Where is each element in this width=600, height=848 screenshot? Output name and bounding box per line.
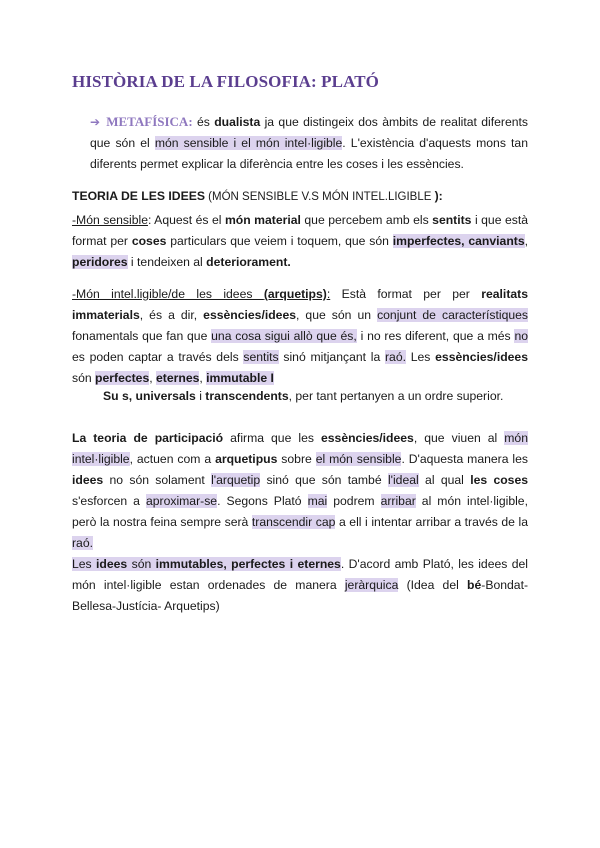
text: podrem: [327, 494, 381, 508]
highlighted-bold-text: imperfectes, canviants: [392, 234, 525, 248]
text: ,: [524, 234, 528, 248]
text: afirma que les: [223, 431, 321, 445]
text: s'esforcen a: [72, 494, 146, 508]
heading-close: ):: [434, 189, 443, 203]
teoria-participacio-paragraph: [72, 428, 528, 554]
highlighted-text: mai: [307, 494, 328, 508]
mon-inteligible-label: -Món intel.ligible/de les idees: [72, 287, 264, 301]
highlighted-text: una cosa sigui allò que és,: [211, 329, 357, 343]
mon-inteligible-continuation: [103, 386, 528, 407]
highlighted-text: transcendir cap: [251, 515, 336, 529]
arquetips-label: (arquetips): [263, 287, 327, 301]
text: es poden captar a través dels: [72, 350, 244, 364]
text: . L'existència d'aquests mons tan diferents permet explicar la diferència entre les coses i les essències.: [90, 136, 528, 171]
text: Està format per per: [330, 287, 482, 301]
bold-text: sentits: [432, 213, 472, 227]
highlighted-text: món intel·ligible: [72, 431, 528, 466]
bold-text: les coses: [470, 473, 529, 487]
text: que percebem amb els: [300, 213, 433, 227]
bold-text: món material: [224, 213, 301, 227]
bold-text: transcendents: [205, 389, 289, 403]
text: no són solament: [103, 473, 212, 487]
text: i tendeixen al: [127, 255, 207, 269]
bold-text: essències/idees: [321, 431, 414, 445]
bold-text: essències/idees: [435, 350, 528, 364]
text: ,: [199, 371, 207, 385]
text: : Aquest és el: [147, 213, 225, 227]
text: , és a dir,: [139, 308, 204, 322]
highlighted-bold-text: immutables, perfectes i eternes: [155, 557, 341, 571]
text: , per tant pertanyen a un ordre superior.: [288, 389, 504, 403]
text: és: [192, 115, 215, 129]
highlighted-text: raó.: [385, 350, 407, 364]
bold-text: Su s, universals: [103, 389, 196, 403]
bold-text: arquetipus: [215, 452, 278, 466]
text: sinó mitjançant la: [278, 350, 385, 364]
highlighted-text: raó.: [72, 536, 94, 550]
text: particulars que veiem i toquem, que són: [166, 234, 393, 248]
text: , que són un: [296, 308, 378, 322]
text: . Segons Plató: [217, 494, 308, 508]
highlighted-text: sentits: [243, 350, 279, 364]
highlighted-text: són: [127, 557, 156, 571]
mon-sensible-label: -Món sensible: [72, 213, 148, 227]
section-heading: [72, 189, 443, 203]
bold-text: deteriorament.: [206, 255, 291, 269]
highlighted-text: no: [514, 329, 528, 343]
text: són: [72, 371, 96, 385]
text: sinó que són també: [260, 473, 388, 487]
subheading-text: (MÓN SENSIBLE V.S MÓN INTEL.LIGIBLE: [204, 191, 435, 203]
bold-text: coses: [131, 234, 167, 248]
highlighted-bold-text: peridores: [72, 255, 128, 269]
text: i: [195, 389, 206, 403]
highlighted-text: l'arquetip: [211, 473, 261, 487]
text: i no res diferent, que a més: [356, 329, 515, 343]
text: al món intel·ligible, però la nostra feina sempre serà: [72, 494, 528, 529]
mon-inteligible-paragraph: [72, 284, 528, 389]
highlighted-bold-text: immutable I: [206, 371, 274, 385]
text: :: [326, 287, 331, 301]
text: al qual: [418, 473, 471, 487]
bold-text: bé: [467, 578, 482, 592]
bold-text: realitats immaterials: [72, 287, 528, 322]
text: , que viuen al: [413, 431, 505, 445]
highlighted-text: món sensible i el món intel·ligible: [154, 136, 343, 150]
highlighted-text: Les: [72, 557, 97, 571]
text: (Idea del: [398, 578, 468, 592]
heading-text: TEORIA DE LES IDEES: [72, 189, 205, 203]
highlighted-bold-text: eternes: [156, 371, 200, 385]
text: -Bondat-Bellesa-Justícia- Arquetips): [72, 578, 529, 613]
text: fonamentals que fan que: [72, 329, 212, 343]
text: ja que distingeix dos àmbits de realitat diferents que són el: [90, 115, 528, 150]
bold-text: essències/idees: [203, 308, 297, 322]
highlighted-bold-text: idees: [96, 557, 128, 571]
arrow-right-icon: ➔: [90, 115, 101, 129]
highlighted-text: conjunt de característiques: [377, 308, 529, 322]
idees-paragraph: [72, 554, 528, 617]
bold-text: idees: [72, 473, 104, 487]
highlighted-text: jeràrquica: [344, 578, 399, 592]
bold-text: La teoria de participació: [72, 431, 224, 445]
highlighted-text: el món sensible: [315, 452, 402, 466]
bold-text: dualista: [214, 115, 261, 129]
text: , actuen com a: [129, 452, 216, 466]
metafisica-paragraph: [90, 111, 528, 175]
text: . D'acord amb Plató, les idees del món intel·ligible estan ordenades de manera: [72, 557, 528, 592]
text: i que està format per: [72, 213, 529, 248]
text: sobre: [277, 452, 316, 466]
highlighted-text: aproximar-se: [145, 494, 218, 508]
text: a ell i intentar arribar a través de la: [335, 515, 529, 529]
metafisica-label: METAFÍSICA:: [106, 114, 193, 129]
text: . D'aquesta manera les: [401, 452, 528, 466]
text: ,: [149, 371, 157, 385]
highlighted-bold-text: perfectes: [95, 371, 150, 385]
highlighted-text: l'ideal: [387, 473, 419, 487]
page-title: HISTÒRIA DE LA FILOSOFIA: PLATÓ: [72, 72, 379, 91]
text: Les: [406, 350, 436, 364]
mon-sensible-paragraph: [72, 210, 528, 273]
highlighted-text: arribar: [380, 494, 416, 508]
